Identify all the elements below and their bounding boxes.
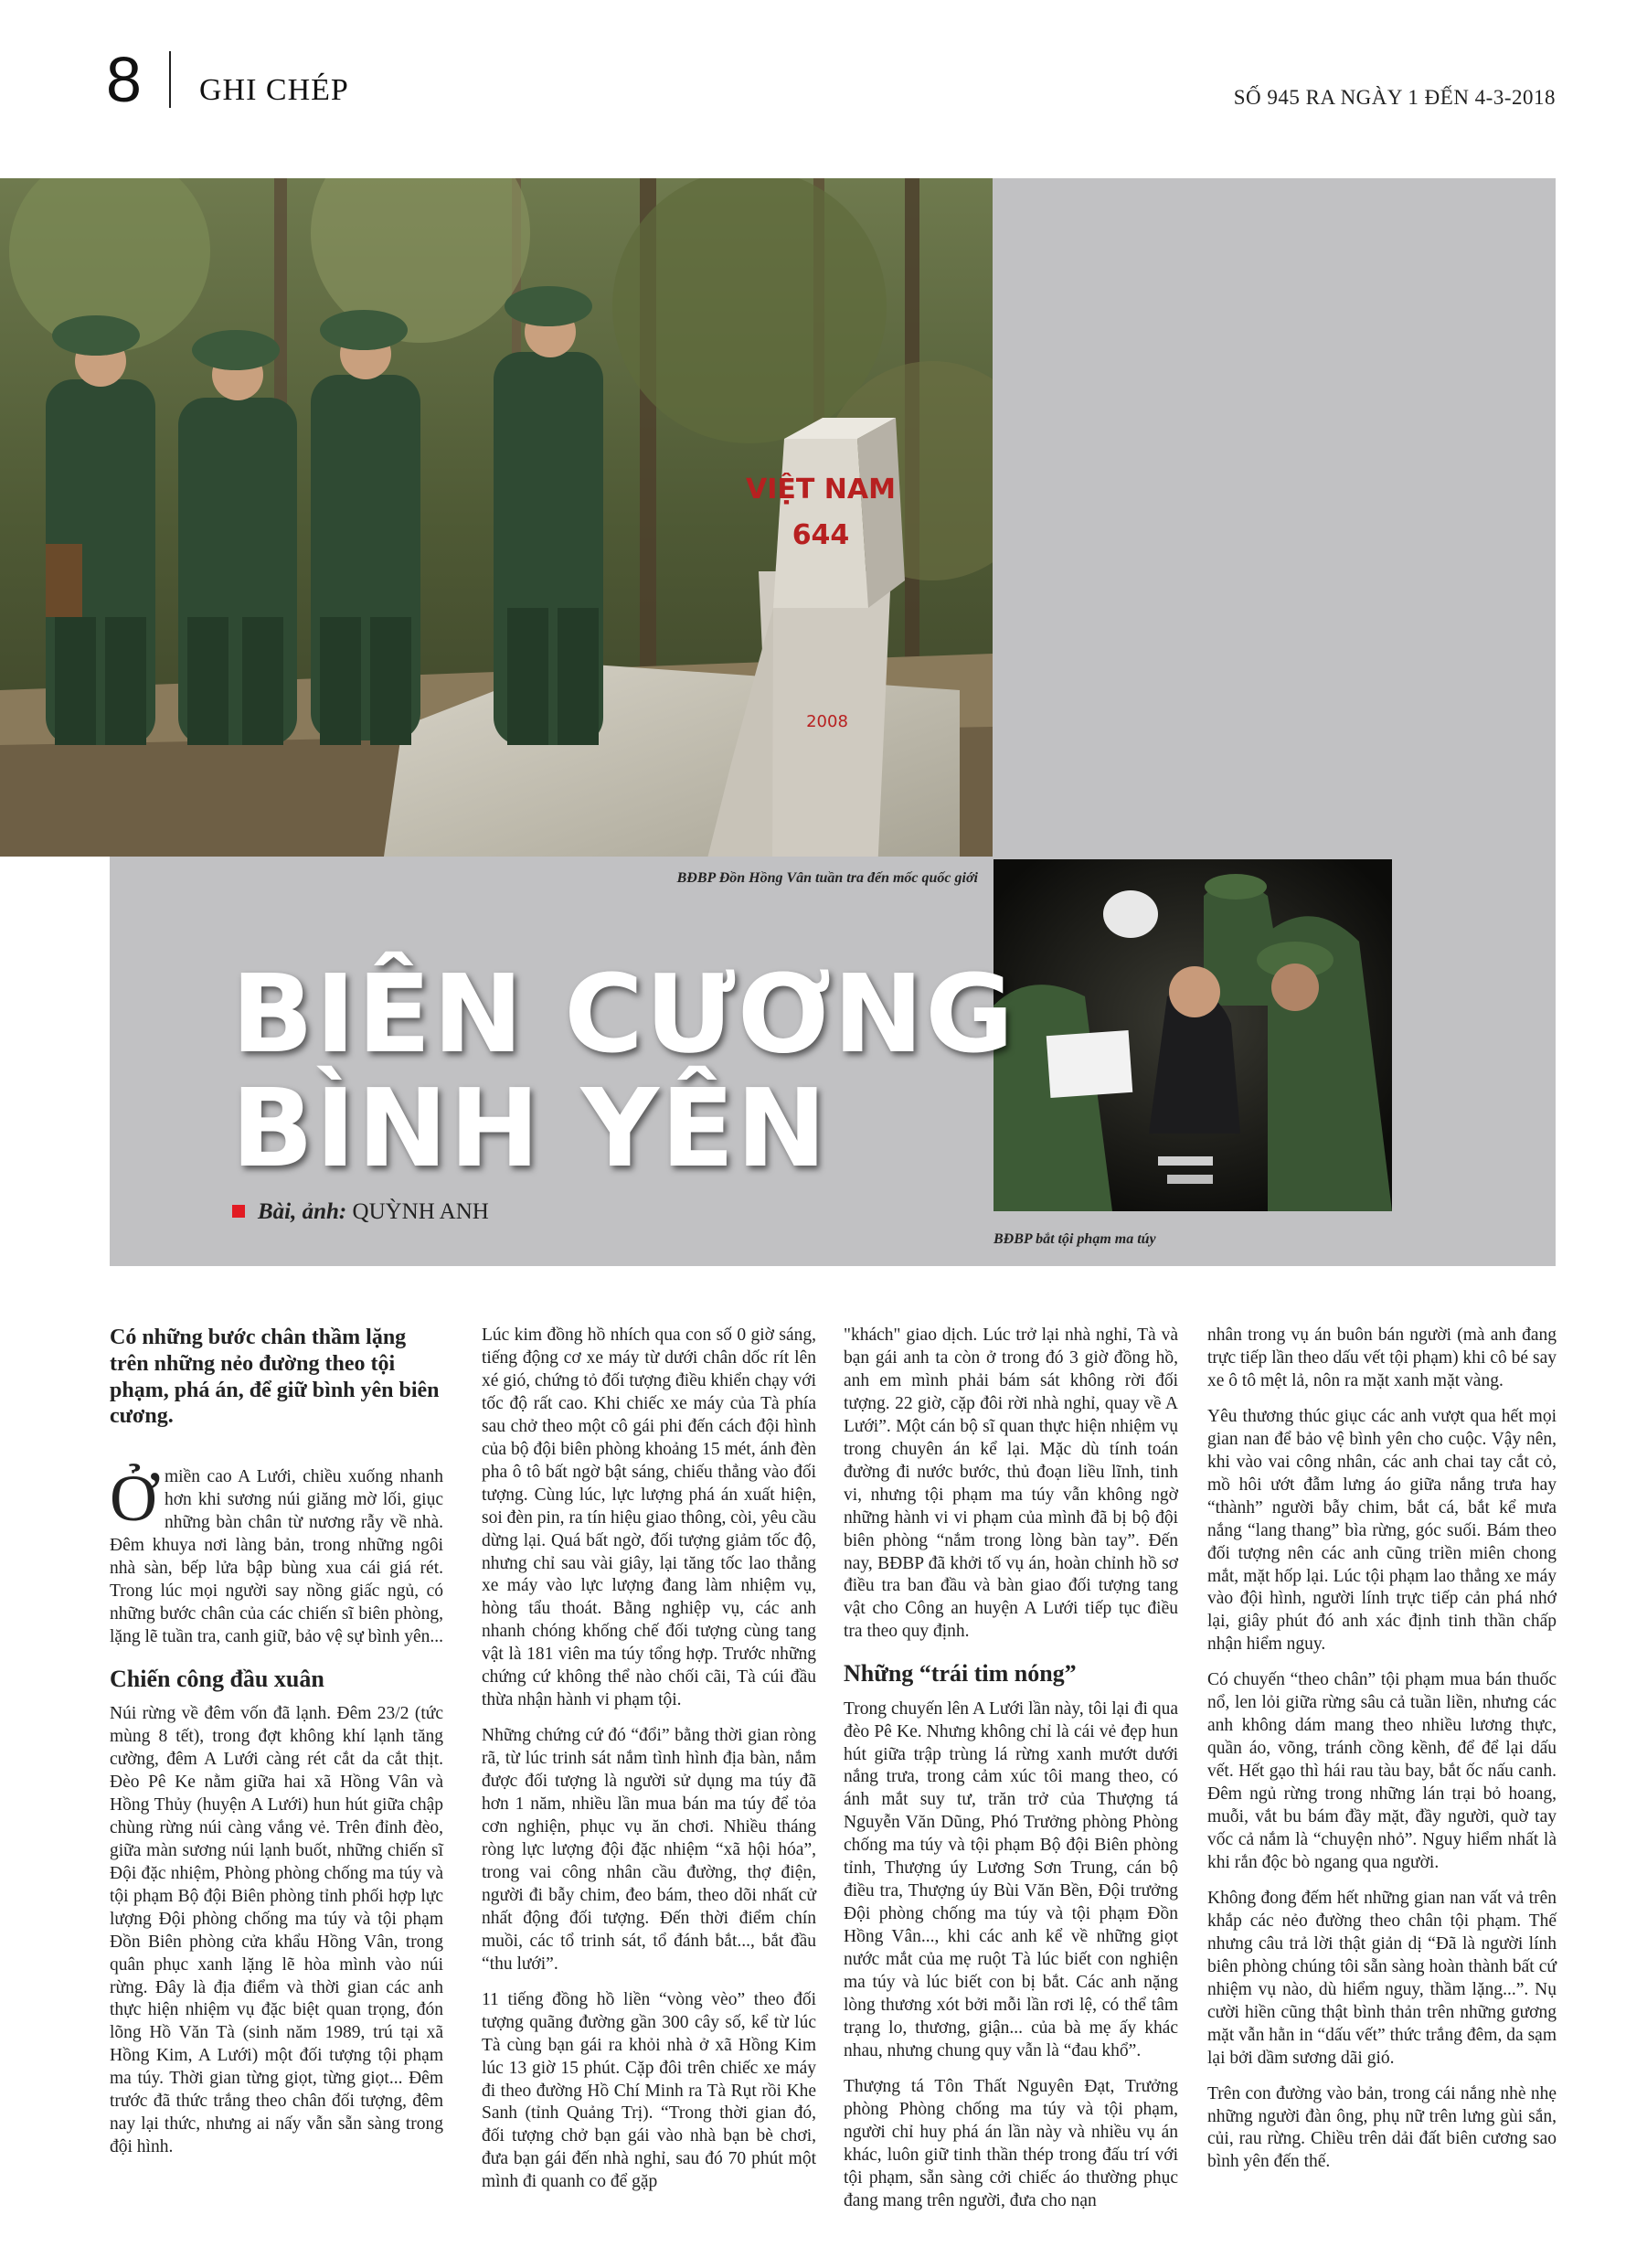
article-paragraph: Yêu thương thúc giục các anh vượt qua hết mọi gian nan để bảo vệ bình yên cho cuộc. Vậy nên, khi vào vai công nhân, các anh chai tay cắt cỏ, mồ hôi ướt đẫm lưng áo giữa nắng trưa hay “thành” người bẫy chim, bắt cá, bắt kể mưa nắng “lang thang” bìa rừng, góc suối. Bám theo đối tượng nên các anh cũng triền miên chong mắt, mặt hốp lại. Lúc tội phạm lao thẳng xe máy vào đội hình, người lính trực tiếp cản phá nhớ lại, giây phút đó anh xác định tinh thần chấp nhận hiểm nguy. (1207, 1406, 1557, 1655)
main-photo-caption: BĐBP Đồn Hồng Vân tuần tra đến mốc quốc giới (676, 870, 978, 886)
headline-line-1: BIÊN CƯƠNG (231, 951, 1016, 1077)
svg-text:644: 644 (792, 519, 850, 551)
article-paragraph: "khách" giao dịch. Lúc trở lại nhà nghỉ, Tà và bạn gái anh ta còn ở trong đó 3 giờ đồng hồ, anh em mình phải bám sát không rời đối tượng. 22 giờ, cặp đôi rời nhà nghỉ, quay về A Lưới”. Một cán bộ sĩ quan thực hiện nhiệm vụ trong chuyên án kể lại. Mặc dù tính toán đường đi nước bước, thủ đoạn liều lĩnh, tinh vi, nhưng tội phạm ma túy vẫn không ngờ những hành vi vi phạm của mình đã bị bộ đội biên phòng “nắm trong lòng bàn tay”. Đến nay, BĐBP đã khởi tố vụ án, hoàn chỉnh hồ sơ điều tra ban đầu và bàn giao đối tượng tang vật cho Công an huyện A Lưới tiếp tục điều tra theo quy định. (844, 1326, 1178, 1642)
drop-cap: Ở (110, 1462, 157, 1536)
article-column-2 (482, 1325, 816, 2207)
byline-author: QUỲNH ANH (352, 1199, 489, 1224)
article-paragraph: nhân trong vụ án buôn bán người (mà anh đang trực tiếp lần theo dấu vết tội phạm) khi cô bé say xe ô tô mệt lả, nôn ra mặt xanh mặt vàng. (1207, 1326, 1557, 1390)
article-column-3 (844, 1325, 1178, 2226)
article-lead: Có những bước chân thầm lặng trên những nẻo đường theo tội phạm, phá án, để giữ bình yên biên cương. (110, 1326, 440, 1429)
night-arrest-photo (994, 859, 1392, 1211)
article-paragraph: Núi rừng về đêm vốn đã lạnh. Đêm 23/2 (tức mùng 8 tết), trong đợt không khí lạnh tăng cường, đêm A Lưới càng rét cắt da cắt thịt. Đèo Pê Ke nằm giữa hai xã Hồng Vân và Hồng Thủy (huyện A Lưới) hun hút giữa chập chùng rừng núi càng vắng vẻ. Trên đỉnh đèo, giữa màn sương núi lạnh buốt, những chiến sĩ Đội đặc nhiệm, Phòng phòng chống ma túy và tội phạm Bộ đội Biên phòng tỉnh phối hợp lực lượng Đội phòng chống ma túy và tội phạm Đồn Biên phòng cửa khẩu Hồng Vân, trong quân phục xanh lặng lẽ hòa mình vào núi rừng. Đây là địa điểm và thời gian các anh thực hiện nhiệm vụ đặc biệt quan trọng, đón lõng Hồ Văn Tà (sinh năm 1989, trú tại xã Hồng Kim, A Lưới) một đối tượng tội phạm ma túy. Thời gian từng giọt, từng giọt... Đêm trước đã thức trắng theo chân đối tượng, đêm nay lại thức, nhưng ai nấy vẫn sẵn sàng trong đội hình. (110, 1704, 443, 2157)
svg-text:2008: 2008 (806, 712, 848, 731)
article-paragraph: Lúc kim đồng hồ nhích qua con số 0 giờ sáng, tiếng động cơ xe máy từ dưới chân dốc rít lên xé gió, chứng tỏ đối tượng điều khiển chạy với tốc độ rất cao. Khi chiếc xe máy của Tà phía sau chở theo một cô gái phi đến cách đội hình của bộ đội biên phòng khoảng 15 mét, ánh đèn pha ô tô bất ngờ bật sáng, chiếu thẳng vào đối tượng. Cùng lúc, lực lượng phá án xuất hiện, soi đèn pin, ra tín hiệu giao thông, còi, yêu cầu dừng lại. Quá bất ngờ, đối tượng giảm tốc độ, nhưng chỉ sau vài giây, lại tăng tốc lao thẳng xe máy vào lực lượng đang làm nhiệm vụ, hòng tẩu thoát. Bằng nghiệp vụ, các anh nhanh chóng khống chế đối tượng cùng tang vật là 181 viên ma túy tổng hợp. Trước những chứng cứ không thể nào chối cãi, Tà cúi đầu thừa nhận hành vi phạm tội. (482, 1326, 816, 1710)
article-column-1 (110, 1325, 443, 2172)
article-paragraph: Thượng tá Tôn Thất Nguyên Đạt, Trưởng phòng Phòng chống ma túy và tội phạm, người chỉ huy phá án lần này và nhiều vụ án khác, luôn giữ tinh thần thép trong đấu trí với tội phạm, sẵn sàng cởi chiếc áo thường phục đang mang trên người, đưa cho nạn (844, 2076, 1178, 2210)
article-paragraph: Không đong đếm hết những gian nan vất vả trên khắp các nẻo đường theo chân tội phạm. Thế nhưng câu trả lời thật giản dị “Đã là người lính biên phòng chúng tôi sẵn sàng hoàn thành bất cứ nhiệm vụ nào, dù hiểm nguy, thầm lặng...”. Nụ cười hiền cũng thật bình thản trên những gương mặt vẫn hằn in “dấu vết” thức trắng đêm, da sạm lại bởi dầm sương dãi gió. (1207, 1888, 1557, 2068)
section-label: GHI CHÉP (199, 73, 349, 107)
byline-bullet (232, 1205, 245, 1218)
subhead-trai-tim-nong: Những “trái tim nóng” (844, 1660, 1077, 1688)
article-paragraph: 11 tiếng đồng hồ liền “vòng vèo” theo đối tượng quãng đường gần 300 cây số, kể từ lúc Tà cùng bạn gái ra khỏi nhà ở xã Hồng Kim lúc 13 giờ 15 phút. Cặp đôi trên chiếc xe máy đi theo đường Hồ Chí Minh ra Tà Rụt rồi Khe Sanh (tỉnh Quảng Trị). “Trong thời gian đó, đối tượng chở bạn gái vào nhà bạn bè chơi, đưa bạn gái đến nhà nghỉ, sau đó 70 phút một mình đi quanh co để gặp (482, 1989, 816, 2192)
byline-label: Bài, ảnh: (258, 1199, 347, 1224)
main-photo (0, 178, 993, 857)
article-column-4 (1207, 1325, 1557, 2187)
issue-info: SỐ 945 RA NGÀY 1 ĐẾN 4-3-2018 (1233, 86, 1556, 109)
headline-line-2: BÌNH YÊN (231, 1065, 829, 1191)
svg-text:VIỆT NAM: VIỆT NAM (746, 474, 896, 506)
article-paragraph: Những chứng cứ đó “đổi” bằng thời gian ròng rã, từ lúc trinh sát nắm tình hình địa bàn, nắm được đối tượng là người sử dụng ma túy đã hơn 1 năm, nhiều lần mua bán ma túy để tỏa cơn nghiện, phục vụ ăn chơi. Nhiều tháng ròng lực lượng đội đặc nhiệm “xã hội hóa”, trong vai công nhân cầu đường, thợ điện, người đi bẫy chim, đeo bám, theo dõi nhất cử nhất động đối tượng. Đến thời điểm chín muồi, các tổ trinh sát, tổ đánh bắt..., bắt đầu “thu lưới”. (482, 1726, 816, 1974)
header-divider (169, 51, 171, 108)
article-paragraph: Trong chuyến lên A Lưới lần này, tôi lại đi qua đèo Pê Ke. Nhưng không chỉ là cái vẻ đẹp hun hút giữa trập trùng lá rừng xanh mướt dưới nắng trưa, trong cảm xúc tôi mang theo, có ánh mắt suy tư, trăn trở của Thượng tá Nguyễn Văn Dũng, Phó Trưởng phòng Phòng chống ma túy và tội phạm Bộ đội Biên phòng tỉnh, Thượng úy Lương Sơn Trung, cán bộ điều tra, Thượng úy Bùi Văn Bền, Đội trưởng Đội phòng chống ma túy và tội phạm Đồn Hồng Vân..., khi các anh kể về những giọt nước mắt của mẹ ruột Tà lúc biết con nghiện ma túy và lúc biết con bị bắt. Các anh nặng lòng thương xót bởi mỗi lần rơi lệ, có thể tâm trạng lo, thương, giận... của bà mẹ ấy khác nhau, nhưng chung quy vẫn là “đau khổ”. (844, 1698, 1178, 2060)
page-number: 8 (106, 44, 142, 115)
night-photo-caption: BĐBP bắt tội phạm ma túy (994, 1231, 1156, 1247)
byline (232, 1199, 489, 1225)
subhead-chien-cong: Chiến công đầu xuân (110, 1665, 324, 1692)
article-paragraph: Có chuyến “theo chân” tội phạm mua bán thuốc nổ, len lỏi giữa rừng sâu cả tuần liền, nhưng các anh không dám mang theo nhiều lương thực, quần áo, võng, tránh cồng kềnh, để để lại dấu vết. Hết gạo thì hái rau tàu bay, bắt ốc nấu canh. Đêm ngủ rừng trong những lán trại bỏ hoang, muỗi, vắt bu bám đầy mặt, đầy người, quờ tay vốc cả nắm là “chuyện nhỏ”. Nguy hiểm nhất là khi rắn độc bò ngang qua người. (1207, 1670, 1557, 1872)
article-paragraph: Ởmiền cao A Lưới, chiều xuống nhanh hơn khi sương núi giăng mờ lối, giục những bàn chân từ nương rẫy về nhà. Đêm khuya nơi làng bản, trong những ngôi nhà sàn, bếp lửa bập bùng xua cái giá rét. Trong lúc mọi người say nồng giấc ngủ, có những bước chân của các chiến sĩ biên phòng, lặng lẽ tuần tra, canh giữ, bảo vệ sự bình yên... (110, 1462, 443, 1646)
article-paragraph: Trên con đường vào bản, trong cái nắng nhè nhẹ những người đàn ông, phụ nữ trên lưng gùi sắn, củi, rau rừng. Chiều trên dải đất biên cương sao bình yên đến thế. (1207, 2083, 1557, 2172)
